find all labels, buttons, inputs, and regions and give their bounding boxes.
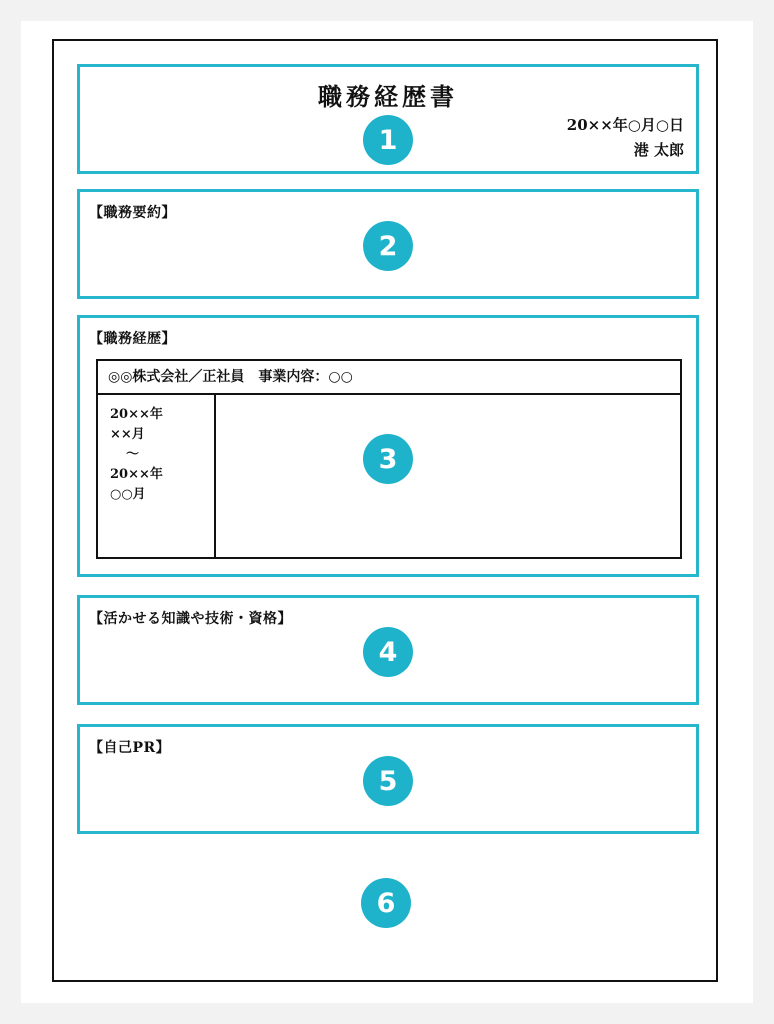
history-label: 【職務経歴】	[89, 331, 176, 347]
section-number-badge-2: 2	[363, 221, 413, 271]
period-separator: 〜	[126, 447, 140, 462]
history-section	[77, 315, 699, 577]
summary-label: 【職務要約】	[89, 205, 176, 221]
summary-section	[77, 189, 699, 299]
resume-document	[52, 39, 718, 982]
section-number-badge-1: 1	[363, 115, 413, 165]
period-cell	[98, 395, 216, 557]
section-number-badge-4: 4	[363, 627, 413, 677]
section-number-badge-3: 3	[363, 434, 413, 484]
period-start-month: ××月	[110, 427, 145, 442]
document-title: 職務経歴書	[318, 82, 458, 111]
period-end-year: 20××年	[110, 467, 163, 482]
pr-section	[77, 724, 699, 834]
header-section	[77, 64, 699, 174]
skills-section	[77, 595, 699, 705]
skills-label: 【活かせる知識や技術・資格】	[89, 611, 292, 627]
period-start-year: 20××年	[110, 407, 163, 422]
company-row: ◎◎株式会社／正社員 事業内容：○○	[98, 361, 680, 395]
pr-label: 【自己PR】	[89, 740, 171, 756]
document-date: 20××年○月○日	[566, 116, 684, 134]
period-end-month: ○○月	[110, 487, 146, 502]
description-cell	[216, 395, 680, 557]
section-number-badge-5: 5	[363, 756, 413, 806]
author-name: 港 太郎	[633, 141, 684, 159]
section-number-badge-6: 6	[361, 878, 411, 928]
